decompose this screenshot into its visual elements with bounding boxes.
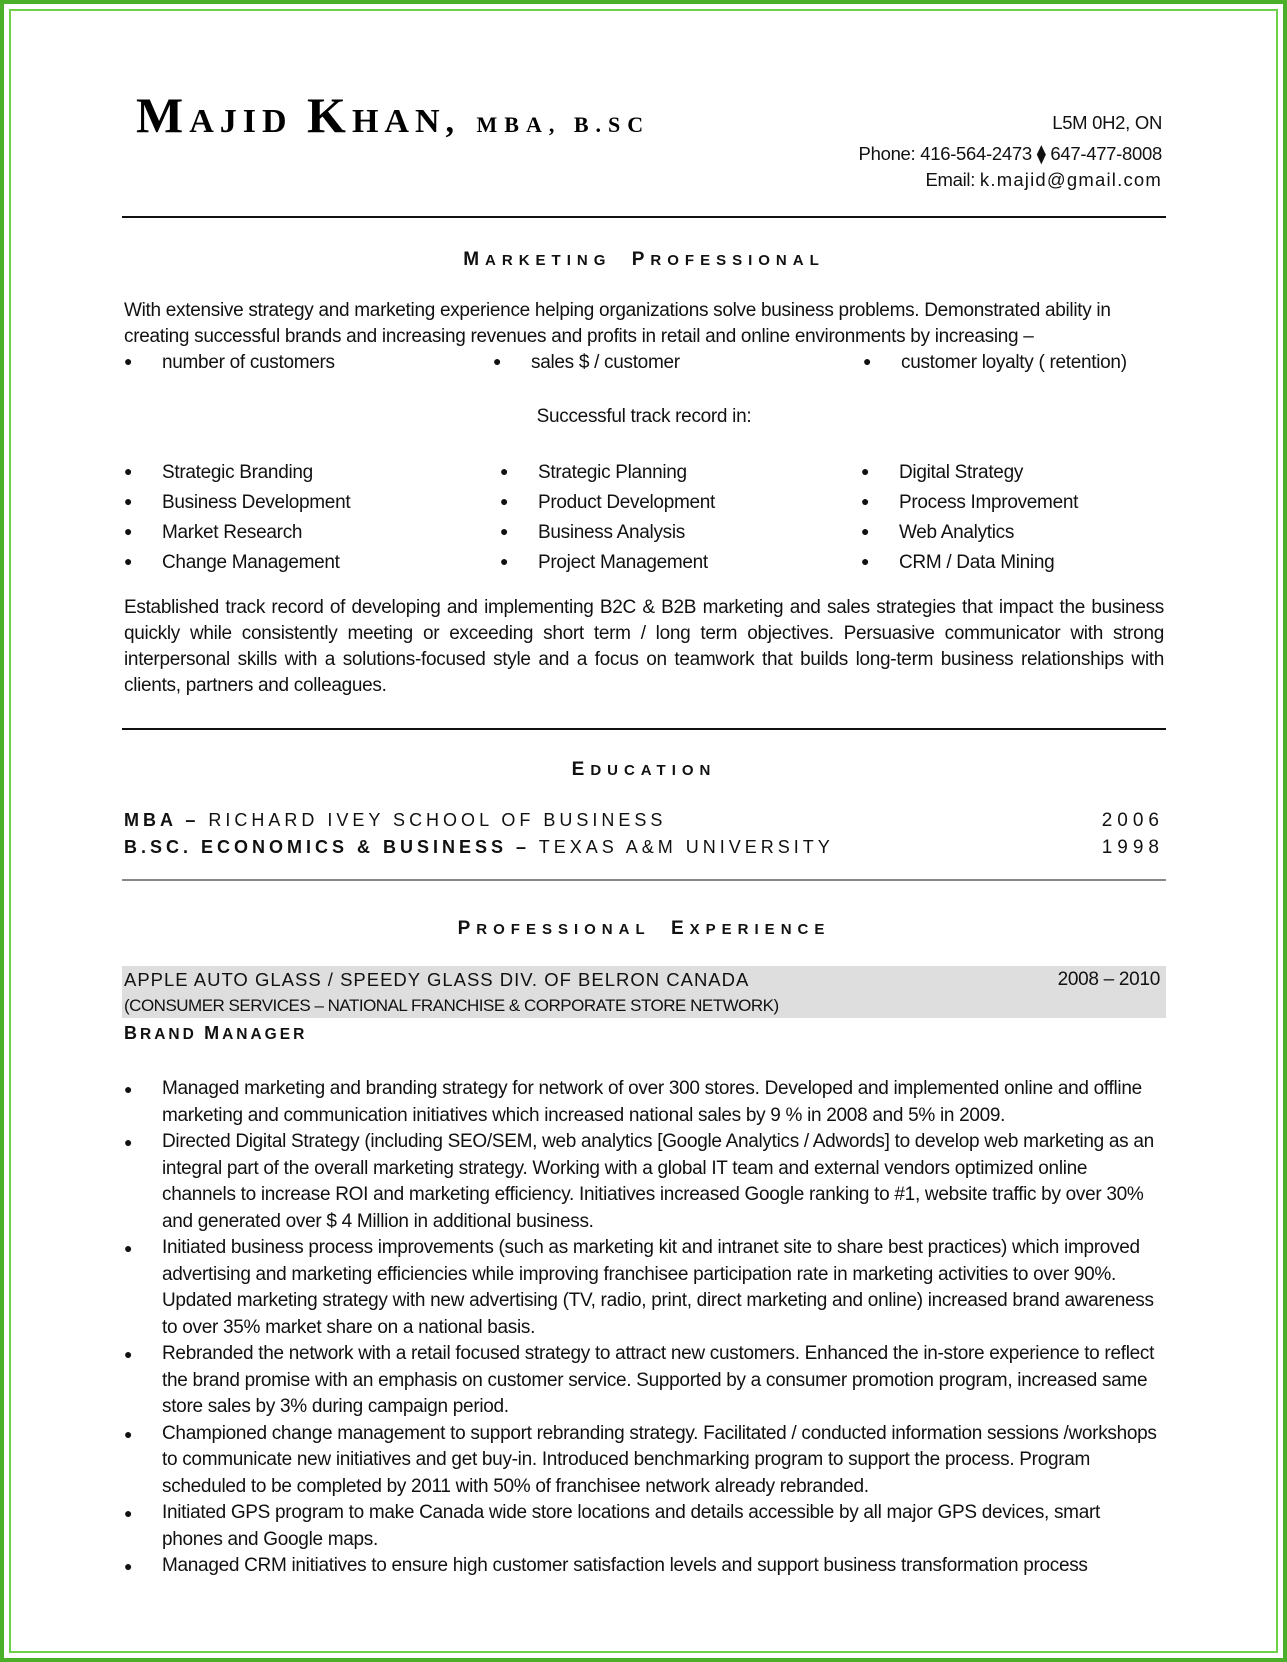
bullet-icon: ● — [124, 1505, 133, 1521]
list-item — [863, 352, 1127, 374]
candidate-name — [136, 86, 650, 144]
bullet-icon: ● — [124, 1240, 133, 1256]
bullet-icon: ● — [500, 463, 509, 479]
list-item-text: number of customers — [162, 352, 335, 373]
bullet-icon: ● — [124, 523, 133, 539]
education-entry — [124, 837, 1164, 858]
year: 2006 — [1101, 810, 1164, 831]
skills-column-2 — [500, 457, 715, 577]
title-initial: E — [571, 759, 591, 780]
title-rest: XPERIENCE — [689, 921, 831, 938]
contact-block — [859, 110, 1162, 193]
list-item — [500, 457, 715, 487]
company-division: (CONSUMER SERVICES – NATIONAL FRANCHISE & CORPORATE STORE NETWORK) — [124, 996, 779, 1015]
bullet-icon: ● — [124, 1558, 133, 1574]
list-item — [500, 487, 715, 517]
bullet-icon: ● — [493, 353, 502, 369]
list-item — [124, 1553, 1164, 1580]
credentials: MBA, B.SC — [476, 112, 651, 137]
list-item — [500, 547, 715, 577]
list-item-text: customer loyalty ( retention) — [901, 352, 1127, 373]
skill-text: Digital Strategy — [899, 462, 1024, 483]
title-initial: E — [670, 918, 690, 939]
degree: MBA – — [124, 810, 200, 830]
bullet-icon: ● — [861, 523, 870, 539]
skills-column-1 — [124, 457, 350, 577]
bullet-icon: ● — [124, 493, 133, 509]
skill-text: Market Research — [162, 522, 303, 543]
experience-bullets — [124, 1076, 1164, 1580]
bullet-text: Initiated business process improvements (such as marketing kit and intranet site to share best practices) which improved advertising and marketing efficiencies while improving franchisee participation rate in marketing activities to over 90%. Updated marketing strategy with new advertising (TV, radio, print, direct marketing and online) increased brand awareness to over 35% market share on a national basis. — [162, 1237, 1154, 1338]
profile-summary: Established track record of developing and implementing B2C & B2B marketing and sales strategies that impact the business quickly while consistently meeting or exceeding short term / long term objectives. Persuasive communicator with strong interpersonal skills with a solutions-focused style and a focus on teamwork that builds long-term business relationships with clients, partners and colleagues. — [124, 597, 1164, 696]
list-item — [124, 352, 335, 374]
bullet-icon: ● — [861, 493, 870, 509]
list-item — [124, 1235, 1164, 1341]
company-name: APPLE AUTO GLASS / SPEEDY GLASS DIV. OF BELRON CANADA — [124, 969, 750, 990]
list-item — [124, 547, 350, 577]
list-item — [500, 517, 715, 547]
bullet-icon: ● — [500, 553, 509, 569]
list-item — [124, 1500, 1164, 1553]
bullet-icon: ● — [124, 353, 133, 369]
job-title — [124, 1023, 307, 1044]
bullet-icon: ● — [500, 493, 509, 509]
bullet-icon: ● — [124, 1134, 133, 1150]
profile-intro: With extensive strategy and marketing experience helping organizations solve business problems. Demonstrated ability in creating successful brands and increasing revenues and profits in retail and online environments by increasing – — [124, 300, 1111, 347]
bullet-text: Managed CRM initiatives to ensure high customer satisfaction levels and support business transformation process — [162, 1555, 1088, 1576]
phone-alt: 647-477-8008 — [1050, 143, 1162, 164]
list-item — [124, 1076, 1164, 1129]
email-label: Email: — [925, 169, 976, 190]
bullet-icon: ● — [124, 1081, 133, 1097]
section-title-education — [122, 759, 1166, 781]
name-initial-last: K — [307, 87, 352, 143]
name-last-rest: HAN, — [351, 103, 461, 140]
list-item — [861, 457, 1078, 487]
bullet-icon: ● — [861, 553, 870, 569]
title-rest: ROFESSIONAL — [650, 252, 825, 269]
job-years: 2008 – 2010 — [1057, 969, 1160, 990]
title-rest: ANAGER — [222, 1026, 308, 1043]
skill-text: Process Improvement — [899, 492, 1079, 513]
address: L5M 0H2, ON — [1052, 112, 1162, 133]
skill-text: Product Development — [538, 492, 716, 513]
list-item — [493, 352, 680, 374]
title-rest: ROFESSIONAL — [476, 921, 651, 938]
year: 1998 — [1101, 837, 1164, 858]
phone-primary: Phone: 416-564-2473 — [858, 143, 1032, 164]
school: RICHARD IVEY SCHOOL OF BUSINESS — [208, 810, 667, 830]
section-divider — [122, 728, 1166, 730]
skill-text: Business Analysis — [538, 522, 685, 543]
bullet-text: Championed change management to support rebranding strategy. Facilitated / conducted information sessions /workshops to communicate new initiatives and get buy-in. Introduced benchmarking program to support the process. Program scheduled to be completed by 2011 with 50% of franchisee network already rebranded. — [162, 1422, 1157, 1497]
bullet-icon: ● — [500, 523, 509, 539]
skill-text: Strategic Planning — [538, 462, 687, 483]
bullet-text: Directed Digital Strategy (including SEO/SEM, web analytics [Google Analytics / Adwords] to develop web marketing as an integral part of the overall marketing strategy. Working with a global IT team and external vendors optimized online channels to increase ROI and marketing efficiency. Initiatives increased Google ranking to #1, website traffic by over 30% and generated over $ 4 Million in additional business. — [162, 1131, 1154, 1232]
list-item — [124, 1129, 1164, 1235]
bullet-icon: ● — [861, 463, 870, 479]
header-divider — [122, 216, 1166, 218]
diamond-icon: ⧫ — [1036, 143, 1046, 164]
skills-column-3 — [861, 457, 1078, 577]
bullet-icon: ● — [124, 1346, 133, 1362]
skill-text: Change Management — [162, 552, 340, 573]
skill-text: CRM / Data Mining — [899, 552, 1055, 573]
name-initial-first: M — [136, 87, 190, 143]
title-rest: DUCATION — [590, 762, 717, 779]
title-initial: M — [204, 1023, 223, 1043]
section-divider — [122, 879, 1166, 881]
bullet-icon: ● — [124, 463, 133, 479]
list-item — [124, 1421, 1164, 1501]
bullet-text: Managed marketing and branding strategy for network of over 300 stores. Developed and implemented online and offline marketing and communication initiatives which increased national sales by 9 % in 2008 and 5% in 2009. — [162, 1078, 1142, 1126]
bullet-icon: ● — [863, 353, 872, 369]
skill-text: Web Analytics — [899, 522, 1015, 543]
title-initial: P — [457, 918, 477, 939]
track-record-label: Successful track record in: — [536, 406, 752, 427]
title-initial: P — [631, 249, 651, 270]
list-item — [124, 457, 350, 487]
list-item — [124, 487, 350, 517]
list-item — [124, 1341, 1164, 1421]
title-initial: B — [124, 1023, 140, 1043]
name-first-rest: AJID — [189, 103, 293, 140]
bullet-text: Initiated GPS program to make Canada wide store locations and details accessible by all major GPS devices, smart phones and Google maps. — [162, 1502, 1100, 1550]
skill-text: Strategic Branding — [162, 462, 313, 483]
bullet-text: Rebranded the network with a retail focused strategy to attract new customers. Enhanced the in-store experience to reflect the brand promise with an emphasis on customer service. Supported by a consumer promotion program, increased same store sales by 3% during campaign period. — [162, 1343, 1155, 1417]
title-rest: ARKETING — [485, 252, 612, 269]
education-entry — [124, 810, 1164, 831]
degree: B.SC. ECONOMICS & BUSINESS – — [124, 837, 531, 857]
email-value[interactable]: k.majid@gmail.com — [979, 169, 1162, 190]
bullet-icon: ● — [124, 1425, 133, 1442]
skill-text: Business Development — [162, 492, 351, 513]
email-line — [859, 167, 1162, 193]
bullet-icon: ● — [124, 553, 133, 569]
list-item — [124, 517, 350, 547]
list-item — [861, 517, 1078, 547]
section-title-marketing — [122, 249, 1166, 271]
title-rest: RAND — [140, 1026, 197, 1043]
title-initial: M — [463, 249, 486, 270]
section-title-experience — [122, 918, 1166, 940]
list-item-text: sales $ / customer — [531, 352, 680, 373]
skill-text: Project Management — [538, 552, 708, 573]
school: TEXAS A&M UNIVERSITY — [538, 837, 834, 857]
list-item — [861, 547, 1078, 577]
phone-line — [859, 141, 1162, 167]
list-item — [861, 487, 1078, 517]
